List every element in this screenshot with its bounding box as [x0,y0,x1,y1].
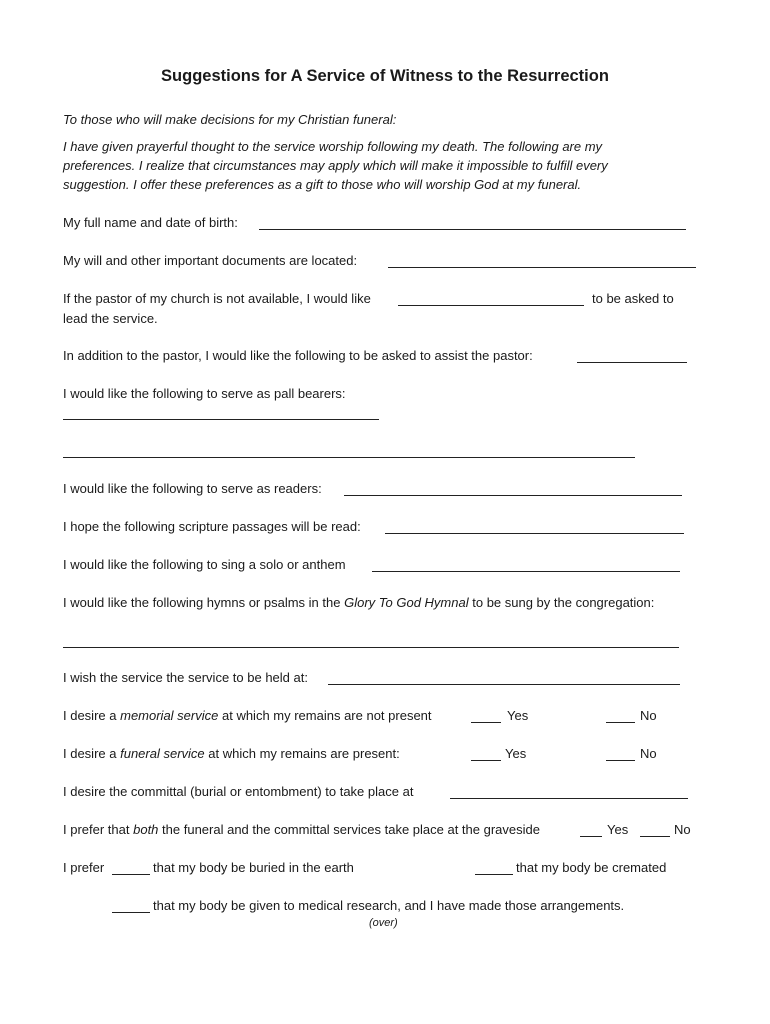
pastor-label-end: lead the service. [63,311,158,326]
graveside-no-label: No [674,822,691,837]
hymns-blank[interactable] [63,647,679,648]
intro-line-1: I have given prayerful thought to the service worship following my death. The following are my [63,139,603,154]
readers-label: I would like the following to serve as readers: [63,481,322,496]
full-name-blank[interactable] [259,229,686,230]
hymnal-name: Glory To God Hymnal [344,595,469,610]
memorial-label-a: I desire a [63,708,117,723]
assist-label: In addition to the pastor, I would like the following to be asked to assist the pastor: [63,348,533,363]
pastor-label-cont: to be asked to [592,291,674,306]
buried-blank[interactable] [112,874,150,875]
memorial-no-label: No [640,708,657,723]
committal-label: I desire the committal (burial or entombment) to take place at [63,784,414,799]
cremated-blank[interactable] [475,874,513,875]
held-at-label: I wish the service the service to be held at: [63,670,308,685]
funeral-yes-label: Yes [505,746,527,761]
pastor-blank[interactable] [398,305,584,306]
committal-blank[interactable] [450,798,688,799]
memorial-service-term: memorial service [120,708,219,723]
memorial-yes-blank[interactable] [471,722,501,723]
memorial-yes-label: Yes [507,708,529,723]
funeral-label-c: at which my remains are present: [208,746,400,761]
pall-bearers-blank-1[interactable] [63,419,379,420]
full-name-label: My full name and date of birth: [63,215,238,230]
funeral-yes-blank[interactable] [471,760,501,761]
research-label: that my body be given to medical research, and I have made those arrangements. [153,898,625,913]
memorial-label [63,708,432,724]
research-blank[interactable] [112,912,150,913]
intro-line-3: suggestion. I offer these preferences as a gift to those who will worship God at my funeral. [63,177,582,192]
page-title: Suggestions for A Service of Witness to the Resurrection [161,67,609,85]
graveside-label [63,822,540,838]
scripture-label: I hope the following scripture passages will be read: [63,519,361,534]
memorial-no-blank[interactable] [606,722,635,723]
graveside-yes-label: Yes [607,822,629,837]
intro-line-2: preferences. I realize that circumstances may apply which will make it impossible to fulfill every [63,158,608,173]
pall-bearers-label: I would like the following to serve as pall bearers: [63,386,346,401]
will-docs-blank[interactable] [388,267,696,268]
held-at-blank[interactable] [328,684,680,685]
hymns-label-c: to be sung by the congregation: [472,595,655,610]
hymns-label [63,595,654,611]
pastor-label: If the pastor of my church is not available, I would like [63,291,371,306]
will-docs-label: My will and other important documents are located: [63,253,358,268]
solo-label: I would like the following to sing a solo or anthem [63,557,346,572]
solo-blank[interactable] [372,571,680,572]
both-term: both [133,822,159,837]
hymns-label-a: I would like the following hymns or psalms in the [63,595,341,610]
funeral-no-blank[interactable] [606,760,635,761]
prefer-label: I prefer [63,860,105,875]
cremated-label: that my body be cremated [516,860,667,875]
graveside-label-c: the funeral and the committal services take place at the graveside [162,822,540,837]
assist-blank[interactable] [577,362,687,363]
pall-bearers-blank-2[interactable] [63,457,635,458]
funeral-label-a: I desire a [63,746,117,761]
over-note: (over) [369,917,398,929]
scripture-blank[interactable] [385,533,684,534]
funeral-service-term: funeral service [120,746,205,761]
graveside-yes-blank[interactable] [580,836,602,837]
salutation: To those who will make decisions for my Christian funeral: [63,112,397,127]
graveside-label-a: I prefer that [63,822,130,837]
funeral-no-label: No [640,746,657,761]
funeral-label [63,746,400,762]
readers-blank[interactable] [344,495,682,496]
memorial-label-c: at which my remains are not present [221,708,432,723]
graveside-no-blank[interactable] [640,836,670,837]
buried-label: that my body be buried in the earth [153,860,354,875]
